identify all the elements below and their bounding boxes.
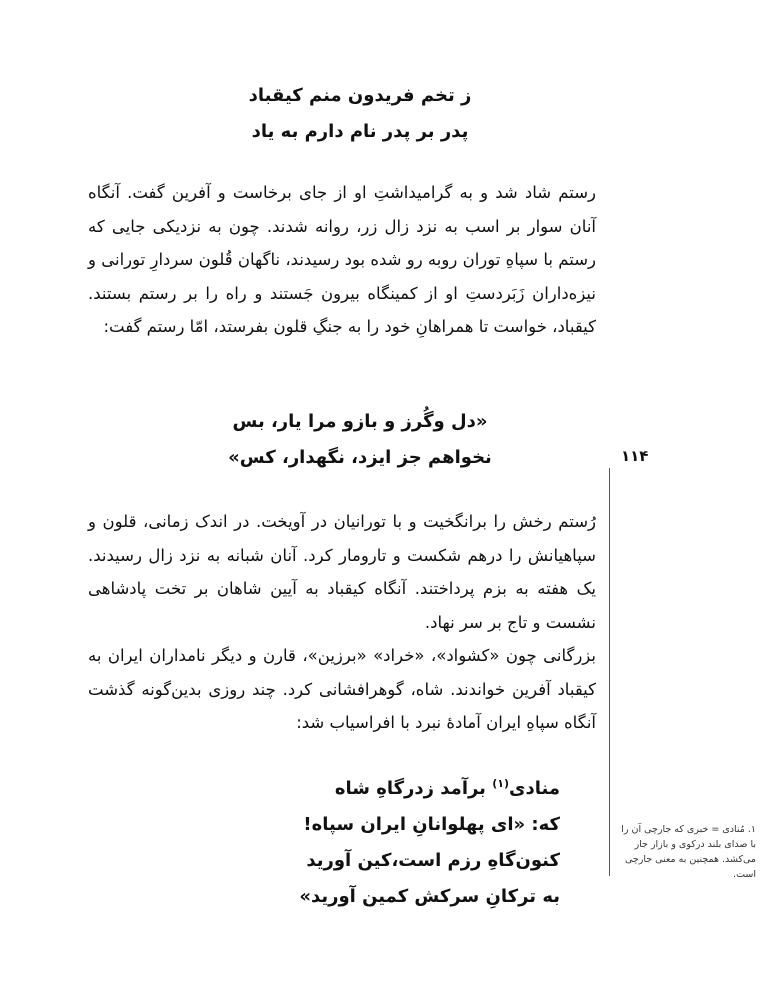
footnote: ۱. مُنادی = خبری که جارچی آن را با صدای بلند درکوی و بازار جار می‌کشد. همچنین به معنی جارچی است.: [621, 824, 756, 880]
paragraph-text: رستم شاد شد و به گرامیداشتِ او از جای برخاست و آفرین گفت. آنگاه آنان سوار بر اسب به نزد زال زر، روانه شدند. چون به نزدیکی جایی که رستم با سپاهِ توران روبه رو شده بود رسیدند، ناگهان قُلون سردارِ تورانی و نیزه‌داران زَبَردستِ او از کمینگاه بیرون جَستند و راه را بر رستم بستند. کیقباد، خواست تا همراهانِ خود را به جنگِ قلون بفرستد، امّا رستم گفت:: [88, 183, 596, 336]
page-number: ۱۱۴: [621, 447, 649, 465]
verse-line: که: «ای پهلوانانِ ایران سپاه!: [303, 814, 560, 835]
closing-verse: [299, 771, 560, 915]
paragraph-text: رُستم رخش را برانگخیت و با تورانیان در آویخت. در اندک زمانی، قلون و سپاهیانش را درهم شکست و تارومار کرد. آنان شبانه به نزد زال رسیدند. یک هفته به بزم پرداختند. آنگاه کیقباد به آیین شاهان بر تخت پادشاهی نشست و تاج بر سر نهاد.: [88, 512, 596, 632]
rostam-verse: [150, 404, 570, 476]
verse-line: کنون‌گاهِ رزم است،کین آورید: [306, 850, 560, 871]
verse-line: ز تخم فریدون منم کیقباد: [248, 85, 472, 106]
verse-word: منادی: [509, 778, 560, 799]
verse-line: «دل وگُرز و بازو مرا یار، بس: [232, 411, 488, 432]
verse-line: [330, 771, 560, 807]
verse-line: به ترکانِ سرکش کمین آورید»: [299, 886, 560, 907]
margin-divider: [609, 468, 610, 876]
verse-line: پدر بر پدر نام دارم به یاد: [251, 121, 469, 142]
verse-line: نخواهم جز ایزد، نگهدار، کس»: [228, 447, 492, 468]
prose-paragraph: [88, 176, 596, 344]
opening-verse: [150, 78, 570, 150]
verse-line-rest: برآمد زدرگاهِ شاه: [334, 778, 493, 799]
paragraph-text: بزرگانی چون «کشواد»، «خراد» «برزین»، قارن و دیگر نامداران ایران به کیقباد آفرین خواندند. شاه، گوهرافشانی کرد. چند روزی بدین‌گونه گذشت آنگاه سپاهِ ایران آمادهٔ نبرد با افراسیاب شد:: [88, 646, 596, 732]
prose-section: [88, 505, 596, 740]
footnote-reference: (۱): [492, 777, 509, 790]
